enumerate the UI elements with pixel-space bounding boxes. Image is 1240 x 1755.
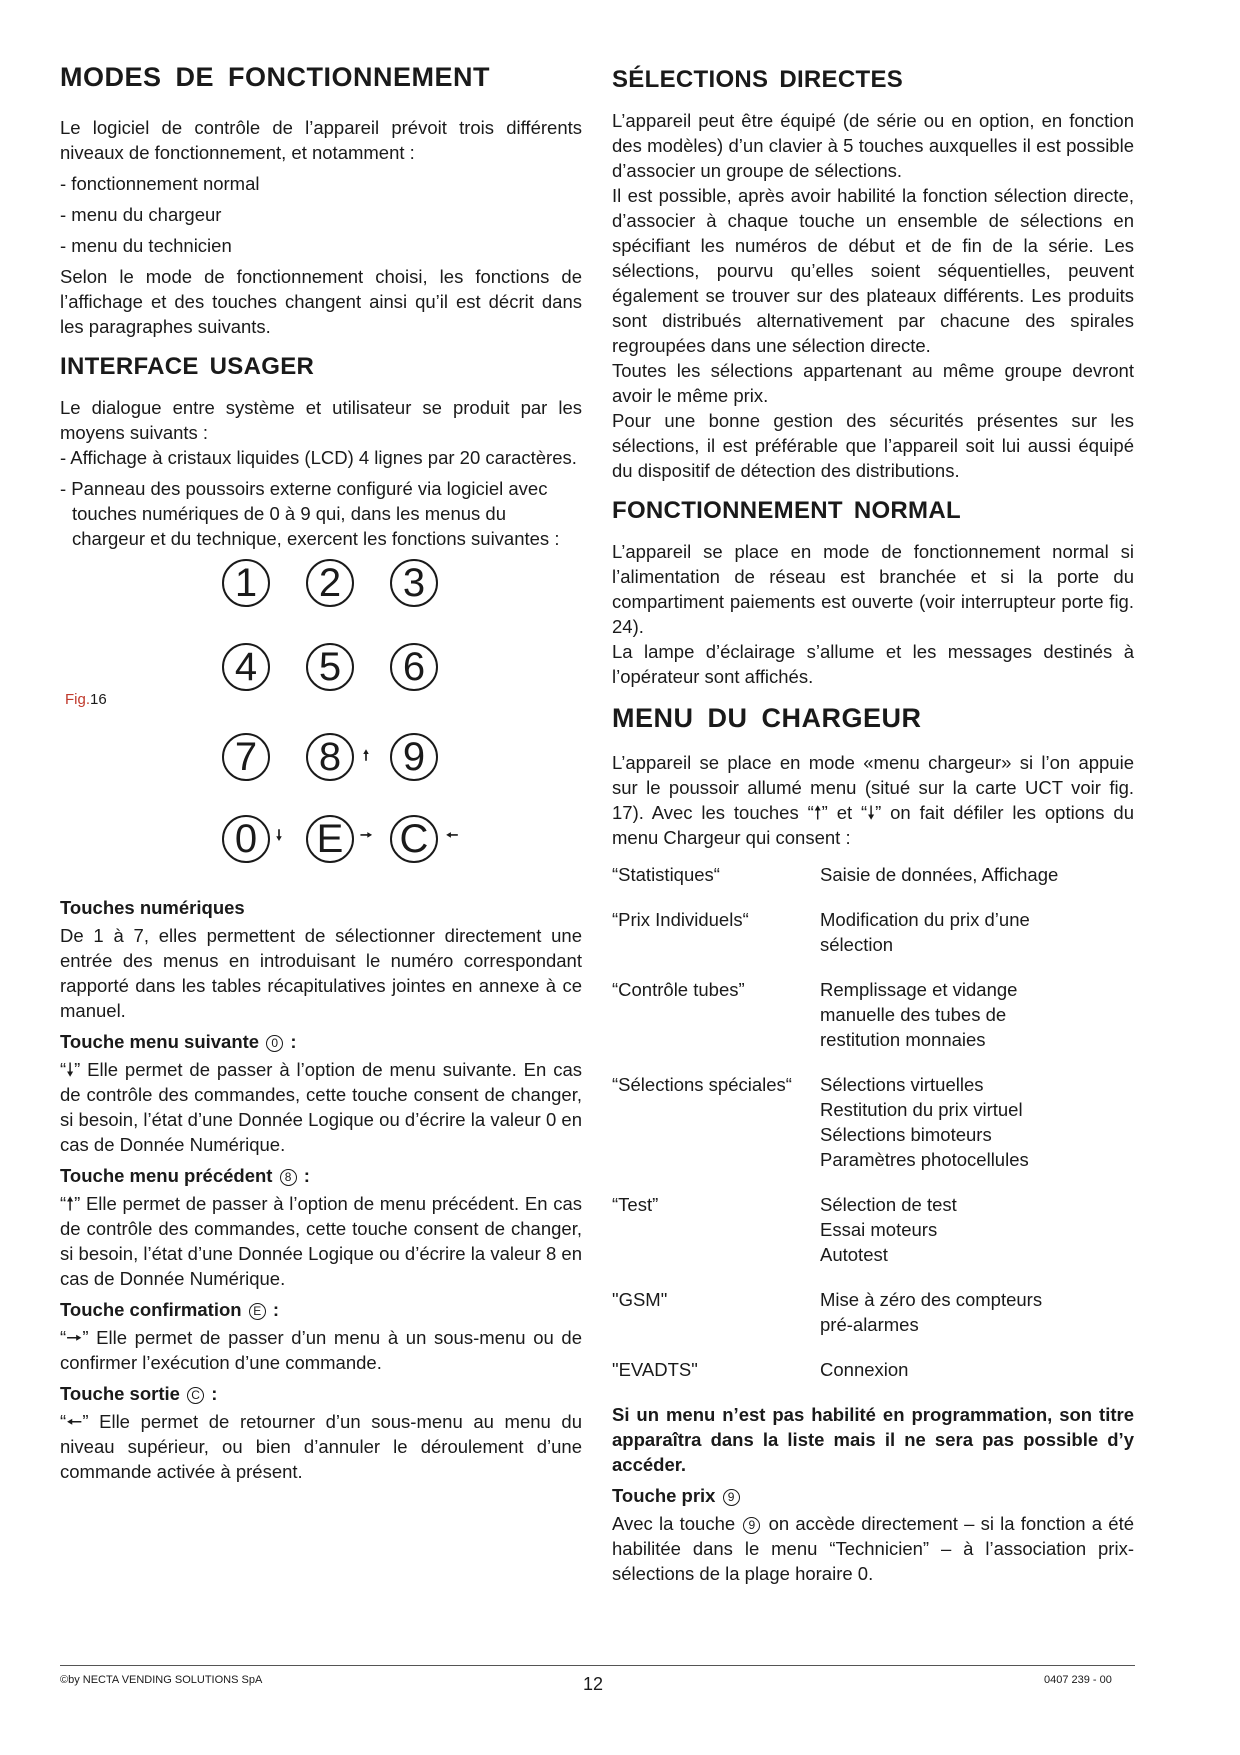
table-row [612, 862, 1134, 907]
menu-option-name: "GSM" [612, 1289, 668, 1310]
document-number: 0407 239 - 00 [1044, 1674, 1112, 1686]
section-title-menu: MENU DU CHARGEUR [612, 703, 922, 733]
key-7: 7 [222, 733, 270, 781]
key-9-icon: 9 [723, 1489, 740, 1506]
heading-colon: : [303, 1165, 310, 1186]
key-e-icon: E [249, 1303, 266, 1320]
key-2: 2 [306, 559, 354, 607]
key-8-icon: 8 [280, 1169, 297, 1186]
section-title-interface: INTERFACE USAGER [60, 353, 315, 380]
figure-caption [65, 691, 107, 708]
price-key-title: Touche prix [612, 1485, 716, 1506]
arrow-left-icon: 🠔 [446, 827, 459, 843]
arrow-down-icon: 🠗 [276, 827, 283, 843]
menu-option-name: “Prix Individuels“ [612, 909, 749, 930]
left-column [60, 62, 582, 1484]
modes-intro: Le logiciel de contrôle de l’appareil prévoit trois différents niveaux de fonctionnement, et notamment : [60, 117, 582, 163]
key-5: 5 [306, 643, 354, 691]
menu-option-desc [820, 907, 1134, 977]
section-title-modes: MODES DE FONCTIONNEMENT [60, 62, 491, 92]
section-title-direct: SÉLECTIONS DIRECTES [612, 66, 904, 93]
desc-line: Sélection de test [820, 1194, 957, 1215]
interface-item: - Panneau des poussoirs externe configuré via logiciel avec touches numériques de 0 à 9 qui, dans les menus du chargeur et du technique, exercent les fonctions suivantes : [60, 478, 560, 549]
key-c: C [390, 815, 438, 863]
menu-option-name: "EVADTS" [612, 1359, 698, 1380]
table-row [612, 1192, 1134, 1287]
menu-option-desc [820, 1072, 1134, 1192]
interface-item: - Affichage à cristaux liquides (LCD) 4 lignes par 20 caractères. [60, 447, 577, 468]
figure-prefix: Fig. [65, 691, 91, 708]
interface-intro: Le dialogue entre système et utilisateur se produit par les moyens suivants : [60, 397, 582, 443]
mode-item: - menu du chargeur [60, 204, 222, 225]
next-key-title: Touche menu suivante [60, 1031, 260, 1052]
desc-line: Paramètres photocellules [820, 1149, 1029, 1170]
direct-paragraph: Il est possible, après avoir habilité la fonction sélection directe, d’associer à chaque touche un ensemble de sélections en spécifiant les numéros de début et de fin de la série. Les sélections, pourvu qu’elles soient séquentielles, peuvent également se trouver sur des plateaux différents. Les produits sont distribués alternativement par chacune des spirales regroupées dans une sélection directe. [612, 185, 1134, 356]
mode-item: - fonctionnement normal [60, 173, 260, 194]
confirm-key-heading [60, 1297, 582, 1322]
desc-line: Sélections virtuelles [820, 1074, 984, 1095]
desc-line: Remplissage et vidange [820, 979, 1018, 1000]
arrow-right-icon: 🠖 [360, 827, 373, 843]
desc-line: Sélections bimoteurs [820, 1124, 992, 1145]
exit-key-text: “🠔” Elle permet de retourner d’un sous-menu au menu du niveau supérieur, ou bien d’annuler le déroulement d’une commande activée à présent. [60, 1411, 582, 1482]
menu-option-desc [820, 1287, 1134, 1357]
desc-line: manuelle des tubes de [820, 1004, 1007, 1025]
key-1: 1 [222, 559, 270, 607]
key-9-icon: 9 [743, 1517, 760, 1534]
page-number: 12 [583, 1674, 604, 1694]
section-title-normal: FONCTIONNEMENT NORMAL [612, 497, 961, 524]
key-c-icon: C [187, 1387, 204, 1404]
normal-paragraph: La lampe d’éclairage s’allume et les messages destinés à l’opérateur sont affichés. [612, 641, 1134, 687]
menu-warning: Si un menu n’est pas habilité en programmation, son titre apparaîtra dans la liste mais il ne sera pas possible d’y accéder. [612, 1404, 1134, 1475]
confirm-key-text: “🠖” Elle permet de passer d’un menu à un sous-menu ou de confirmer l’exécution d’une commande. [60, 1327, 582, 1373]
modes-note: Selon le mode de fonctionnement choisi, les fonctions de l’affichage et des touches changent ainsi qu’il est décrit dans les paragraphes suivants. [60, 266, 582, 337]
desc-line: Restitution du prix virtuel [820, 1099, 1023, 1120]
table-row [612, 1357, 1134, 1402]
key-0: 0 [222, 815, 270, 863]
menu-option-name: “Test” [612, 1194, 659, 1215]
desc-line: Essai moteurs [820, 1219, 938, 1240]
desc-line: Autotest [820, 1244, 888, 1265]
table-row [612, 1072, 1134, 1192]
desc-line: Mise à zéro des compteurs [820, 1289, 1043, 1310]
menu-option-name: “Sélections spéciales“ [612, 1074, 792, 1095]
desc-line: Saisie de données, Affichage [820, 864, 1059, 885]
numeric-keys-heading: Touches numériques [60, 897, 245, 918]
key-0-icon: 0 [266, 1035, 283, 1052]
prev-key-heading [60, 1163, 582, 1188]
normal-paragraph: L’appareil se place en mode de fonctionnement normal si l’alimentation de réseau est branchée et si la porte du compartiment paiements est ouverte (voir interrupteur porte fig. 24). [612, 541, 1134, 637]
footer-copyright: ©by NECTA VENDING SOLUTIONS SpA [60, 1674, 263, 1686]
price-text-start: Avec la touche [612, 1513, 736, 1534]
menu-option-name: “Contrôle tubes” [612, 979, 745, 1000]
menu-option-desc [820, 862, 1134, 907]
menu-option-name: “Statistiques“ [612, 864, 720, 885]
key-6: 6 [390, 643, 438, 691]
next-key-heading [60, 1029, 582, 1054]
right-column [612, 62, 1134, 1586]
menu-intro: L’appareil se place en mode «menu chargeur» si l’on appuie sur le poussoir allumé menu (situé sur la carte UCT voir fig. 17). Avec les touches “🠕” et “🠗” on fait défiler les options du menu Chargeur qui consent : [612, 752, 1134, 848]
prev-key-title: Touche menu précédent [60, 1165, 273, 1186]
key-3: 3 [390, 559, 438, 607]
keypad-figure [60, 559, 582, 889]
confirm-key-title: Touche confirmation [60, 1299, 242, 1320]
arrow-up-icon: 🠕 [363, 747, 370, 763]
menu-option-desc [820, 977, 1134, 1072]
menu-option-desc [820, 1357, 1134, 1402]
key-4: 4 [222, 643, 270, 691]
direct-paragraph: Pour une bonne gestion des sécurités présentes sur les sélections, il est préférable que l’appareil soit lui aussi équipé du dispositif de détection des distributions. [612, 410, 1134, 481]
table-row [612, 907, 1134, 977]
table-row [612, 977, 1134, 1072]
figure-number: 16 [90, 691, 107, 708]
desc-line: pré-alarmes [820, 1314, 919, 1335]
menu-option-desc [820, 1192, 1134, 1287]
key-9: 9 [390, 733, 438, 781]
desc-line: Connexion [820, 1359, 909, 1380]
heading-colon: : [290, 1031, 297, 1052]
mode-item: - menu du technicien [60, 235, 232, 256]
desc-line: sélection [820, 934, 894, 955]
price-key-text [612, 1511, 1134, 1586]
direct-paragraph: L’appareil peut être équipé (de série ou en option, en fonction des modèles) d’un clavier à 5 touches auxquelles il est possible d’associer un groupe de sélections. [612, 110, 1134, 181]
price-text-end: on accède directement – si la fonction a été habilitée dans le menu “Technicien” – à l’association prix-sélections de la plage horaire 0. [612, 1513, 1135, 1584]
direct-paragraph: Toutes les sélections appartenant au même groupe devront avoir le même prix. [612, 360, 1134, 406]
key-e: E [306, 815, 354, 863]
table-row [612, 1287, 1134, 1357]
exit-key-heading [60, 1381, 582, 1406]
desc-line: restitution monnaies [820, 1029, 986, 1050]
price-key-heading [612, 1483, 1134, 1508]
key-8: 8 [306, 733, 354, 781]
heading-colon: : [211, 1383, 218, 1404]
exit-key-title: Touche sortie [60, 1383, 180, 1404]
prev-key-text: “🠕” Elle permet de passer à l’option de menu précédent. En cas de contrôle des commandes, cette touche consent de changer, si besoin, l’état d’une Donnée Logique ou d’écrire la valeur 8 en cas de Donnée Numérique. [60, 1193, 582, 1289]
heading-colon: : [272, 1299, 280, 1320]
next-key-text: “🠗” Elle permet de passer à l’option de menu suivante. En cas de contrôle des commandes, cette touche consent de changer, si besoin, l’état d’une Donnée Logique ou d’écrire la valeur 0 en cas de Donnée Numérique. [60, 1059, 582, 1155]
desc-line: Modification du prix d’une [820, 909, 1030, 930]
numeric-keys-text: De 1 à 7, elles permettent de sélectionner directement une entrée des menus en introduisant le numéro correspondant rapporté dans les tables récapitulatives jointes en annexe à ce manuel. [60, 925, 582, 1021]
footer-divider [60, 1665, 1135, 1666]
menu-options-table [612, 862, 1134, 1402]
